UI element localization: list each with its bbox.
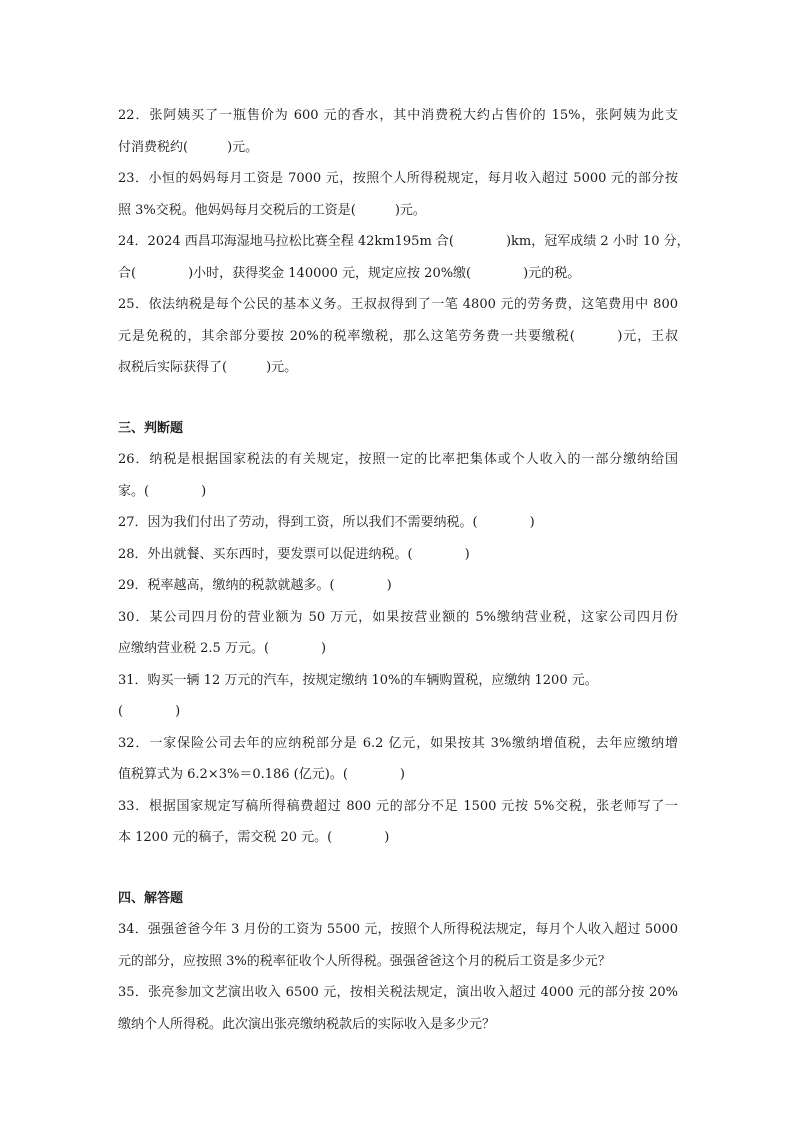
section-title-answer: 四、解答题 <box>118 890 184 906</box>
question-25 <box>118 289 678 384</box>
question-line: 值税算式为 6.2×3%＝0.186 (亿元)。( ) <box>118 767 405 782</box>
question-line: 32．一家保险公司去年的应纳税部分是 6.2 亿元，如果按其 3%缴纳增值税，去年应缴纳增 <box>118 735 678 751</box>
question-33 <box>118 791 678 854</box>
question-line: 元的部分，应按照 3%的税率征收个人所得税。强强爸爸这个月的税后工资是多少元？ <box>118 953 611 969</box>
question-26 <box>118 444 678 507</box>
question-line: 31．购买一辆 12 万元的汽车，按规定缴纳 10%的车辆购置税，应缴纳 1200 元。 <box>118 672 598 688</box>
question-24 <box>118 226 690 289</box>
question-line: 30．某公司四月份的营业额为 50 万元，如果按营业额的 5%缴纳营业税，这家公司四月份 <box>118 609 678 625</box>
question-line: ( ) <box>118 704 181 719</box>
question-line: 23．小恒的妈妈每月工资是 7000 元，按照个人所得税规定，每月收入超过 5000 元的部分按 <box>118 171 678 186</box>
question-28 <box>118 539 678 571</box>
question-30 <box>118 602 678 665</box>
question-line: 合( )小时，获得奖金 140000 元，规定应按 20%缴( )元的税。 <box>118 265 581 281</box>
question-line: 叔税后实际获得了( )元。 <box>118 360 298 375</box>
question-line: 27．因为我们付出了劳动，得到工资，所以我们不需要纳税。( ) <box>118 515 535 530</box>
question-line: 元是免税的，其余部分要按 20%的税率缴税，那么这笔劳务费一共要缴税( )元，王叔 <box>118 328 678 344</box>
question-line: 25．依法纳税是每个公民的基本义务。王叔叔得到了一笔 4800 元的劳务费，这笔费用中 800 <box>118 297 678 312</box>
question-line: 家。( ) <box>118 483 207 499</box>
question-line: 应缴纳营业税 2.5 万元。( ) <box>118 641 327 656</box>
question-27 <box>118 507 678 539</box>
question-line: 33．根据国家规定写稿所得稿费超过 800 元的部分不足 1500 元按 5%交税，张老师写了一 <box>118 798 678 814</box>
question-29 <box>118 570 678 602</box>
question-35 <box>118 977 678 1040</box>
question-line: 24．2024 西昌邛海湿地马拉松比赛全程 42km195m 合( )km，冠军成绩 2 小时 10 分， <box>118 234 690 249</box>
question-line: 22．张阿姨买了一瓶售价为 600 元的香水，其中消费税大约占售价的 15%，张阿姨为此支 <box>118 108 678 123</box>
question-22 <box>118 100 678 163</box>
question-line: 缴纳个人所得税。此次演出张亮缴纳税款后的实际收入是多少元？ <box>118 1016 496 1032</box>
section-gap <box>118 384 678 413</box>
question-line: 本 1200 元的稿子，需交税 20 元。( ) <box>118 830 390 845</box>
worksheet-content <box>118 100 690 1040</box>
question-31 <box>118 665 678 728</box>
section-gap <box>118 854 678 883</box>
question-line: 29．税率越高，缴纳的税款就越多。( ) <box>118 578 392 593</box>
question-line: 付消费税约( )元。 <box>118 139 259 155</box>
question-line: 34．强强爸爸今年 3 月份的工资为 5500 元，按照个人所得税法规定，每月个人收入超过 5000 <box>118 922 678 937</box>
question-line: 26．纳税是根据国家税法的有关规定，按照一定的比率把集体或个人收入的一部分缴纳给国 <box>118 452 678 467</box>
question-32 <box>118 728 678 791</box>
question-23 <box>118 163 678 226</box>
question-34 <box>118 914 678 977</box>
question-line: 28．外出就餐、买东西时，要发票可以促进纳税。( ) <box>118 546 470 562</box>
question-line: 35．张亮参加文艺演出收入 6500 元，按相关税法规定，演出收入超过 4000 元的部分按 20% <box>118 985 678 1000</box>
question-line: 照 3%交税。他妈妈每月交税后的工资是( )元。 <box>118 202 426 218</box>
section-title-judgement: 三、判断题 <box>118 420 184 436</box>
